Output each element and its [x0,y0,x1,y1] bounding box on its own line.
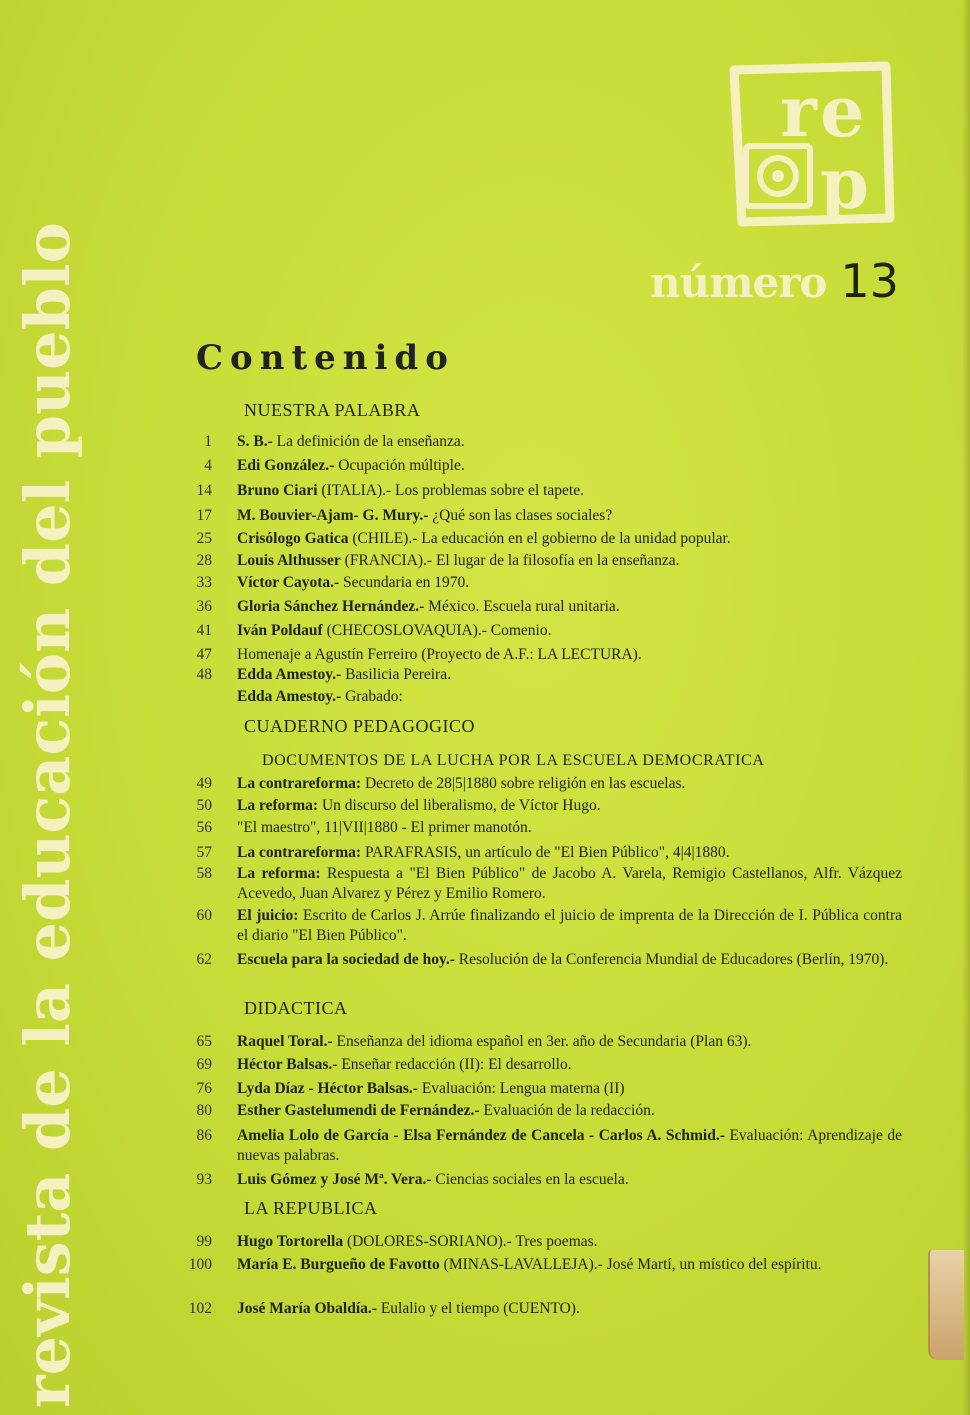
entry-author: El juicio: [237,907,299,924]
entry-author: La reforma: [237,865,321,882]
entry-author: Edda Amestoy.- [237,666,342,683]
entry-title: Homenaje a Agustín Ferreiro (Proyecto de A.F.: LA LECTURA). [237,646,642,663]
page-number: 99 [196,1233,212,1250]
entry-title: Evaluación: Aprendizaje de nuevas palabras. [237,1127,903,1164]
entry-author: Crisólogo Gatica [237,530,349,547]
entry-title: "El maestro", 11|VII|1880 - El primer manotón. [237,819,532,836]
issue-number [650,254,899,308]
entry-title: (DOLORES-SORIANO).- Tres poemas. [346,1233,598,1250]
section-title: LA REPUBLICA [244,1198,378,1218]
entry-author: Edi González.- [237,457,335,474]
entry-author: La contrareforma: [237,844,362,861]
issue-word: número [650,258,827,307]
entry-author: Hugo Tortorella [237,1233,344,1250]
section-title: CUADERNO PEDAGOGICO [244,716,476,736]
page-number: 47 [196,646,212,663]
page-number: 28 [196,552,212,569]
entry-title: Eulalio y el tiempo (CUENTO). [380,1300,580,1317]
entry-title: Basilicia Pereira. [345,666,451,683]
entry-author: Edda Amestoy.- [237,688,342,705]
entry-title: (CHECOSLOVAQUIA).- Comenio. [326,622,552,639]
page-number: 65 [196,1033,212,1050]
page-number: 86 [196,1127,212,1144]
svg-text:r: r [780,70,817,153]
contents-heading: Contenido [196,338,455,378]
page-number: 50 [196,797,212,814]
page-number: 58 [196,865,212,882]
svg-text:p: p [820,142,869,225]
entry-title: Evaluación de la redacción. [483,1102,655,1119]
page-number: 100 [188,1256,212,1273]
entry-title: La definición de la enseñanza. [276,433,465,450]
entry-title: Escrito de Carlos J. Arrúe finalizando el juicio de imprenta de la Dirección de I. Pública contra el diario "El Bien Público". [237,907,903,944]
entry-author: Esther Gastelumendi de Fernández.- [237,1102,480,1119]
entry-title: Ciencias sociales en la escuela. [435,1171,629,1188]
page-number: 69 [196,1056,212,1073]
entry-author: Louis Althusser [237,552,341,569]
entry-title: Resolución de la Conferencia Mundial de Educadores (Berlín, 1970). [458,951,889,968]
page-number: 102 [188,1300,212,1317]
page-edge [962,0,970,1415]
page-number: 93 [196,1171,212,1188]
entry-author: Bruno Ciari [237,482,318,499]
entry-author: Amelia Lolo de García - Elsa Fernández de Cancela - Carlos A. Schmid.- [237,1127,725,1144]
page-number: 4 [204,457,212,474]
entry-author: La contrareforma: [237,775,362,792]
entry-author: Escuela para la sociedad de hoy.- [237,951,455,968]
page-number: 14 [196,482,212,499]
entry-title: Ocupación múltiple. [338,457,465,474]
section-title: NUESTRA PALABRA [244,400,421,420]
torn-corner [928,1250,964,1360]
rep-logo [722,58,898,228]
entry-title: (FRANCIA).- El lugar de la filosofía en la enseñanza. [344,552,680,569]
entry-title: México. Escuela rural unitaria. [428,598,620,615]
spine-title: revista de la educación del pueblo [11,222,84,1408]
page-number: 49 [196,775,212,792]
page-number: 25 [196,530,212,547]
entry-author: Héctor Balsas.- [237,1056,338,1073]
entry-title: Secundaria en 1970. [343,574,470,591]
entry-title: ¿Qué son las clases sociales? [432,507,613,524]
page-number: 36 [196,598,212,615]
entry-title: Decreto de 28|5|1880 sobre religión en las escuelas. [364,775,686,792]
section-subtitle: DOCUMENTOS DE LA LUCHA POR LA ESCUELA DEMOCRATICA [262,752,765,769]
page-number: 57 [196,844,212,861]
entry-title: (CHILE).- La educación en el gobierno de la unidad popular. [352,530,731,547]
entry-author: Luis Gómez y José Mª. Vera.- [237,1171,432,1188]
issue-number-value: 13 [840,254,899,308]
entry-title: Un discurso del liberalismo, de Víctor Hugo. [321,797,601,814]
entry-title: PARAFRASIS, un artículo de "El Bien Público", 4|4|1880. [364,844,730,861]
entry-author: Iván Poldauf [237,622,323,639]
entry-author: José María Obaldía.- [237,1300,377,1317]
entry-author: La reforma: [237,797,319,814]
entry-author: Gloria Sánchez Hernández.- [237,598,425,615]
page-number: 33 [196,574,212,591]
page-number: 76 [196,1080,212,1097]
entry-title: Evaluación: Lengua materna (II) [421,1080,625,1097]
page-number: 80 [196,1102,212,1119]
entry-author: Víctor Cayota.- [237,574,340,591]
entry-author: Raquel Toral.- [237,1033,333,1050]
page-number: 48 [196,666,212,683]
entry-title: Enseñanza del idioma español en 3er. año de Secundaria (Plan 63). [336,1033,752,1050]
page-number: 41 [196,622,212,639]
svg-text:e: e [820,70,865,153]
entry-title: (ITALIA).- Los problemas sobre el tapete. [321,482,584,499]
page-number: 1 [204,433,212,450]
entry-author: Lyda Díaz - Héctor Balsas.- [237,1080,418,1097]
entry-author: S. B.- [237,433,273,450]
page-number: 60 [196,907,212,924]
section-title: DIDACTICA [244,998,348,1018]
entry-author: María E. Burgueño de Favotto [237,1256,440,1273]
page-number: 62 [196,951,212,968]
entry-title: (MINAS-LAVALLEJA).- José Martí, un místico del espíritu. [443,1256,822,1273]
page-number: 56 [196,819,212,836]
entry-title: Grabado: [345,688,403,705]
entry-author: M. Bouvier-Ajam- G. Mury.- [237,507,429,524]
entry-title: Enseñar redacción (II): El desarrollo. [341,1056,572,1073]
entry-title: Respuesta a "El Bien Público" de Jacobo A. Varela, Remigio Castellanos, Alfr. Vázquez Acevedo, Juan Alvarez y Pérez y Emilio Romero. [237,865,903,902]
page-number: 17 [196,507,212,524]
